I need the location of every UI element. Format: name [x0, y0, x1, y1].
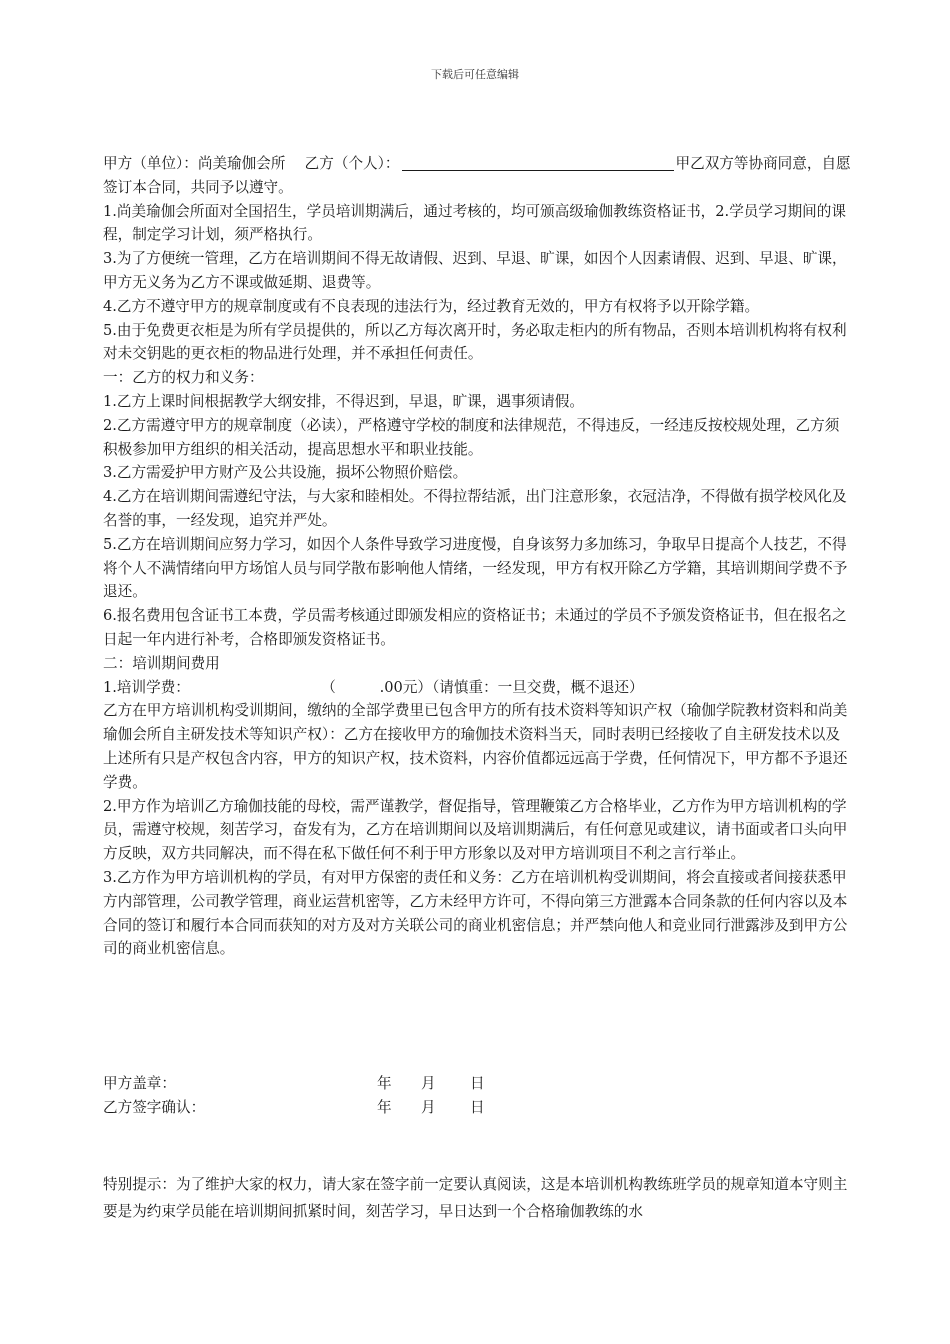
clause: 6.报名费用包含证书工本费，学员需考核通过即颁发相应的资格证书；未通过的学员不予颁发资格证书，但在报名之日起一年内进行补考，合格即颁发资格证书。 — [103, 607, 847, 648]
clause: 1.乙方上课时间根据教学大纲安排，不得迟到，早退，旷课，遇事须请假。 — [103, 392, 584, 410]
contract-intro — [103, 152, 851, 200]
clause: 4.乙方在培训期间需遵纪守法，与大家和睦相处。不得拉帮结派，出门注意形象，衣冠洁净，不得做有损学校风化及名誉的事，一经发现，追究并严处。 — [103, 488, 847, 529]
section-heading: 二：培训期间费用 — [103, 654, 220, 672]
notice-text: 特别提示：为了维护大家的权力，请大家在签字前一定要认真阅读，这是本培训机构教练班学员的规章知道本守则主要是为约束学员能在培训期间抓紧时间，刻苦学习，早日达到一个合格瑜伽教练的水 — [103, 1176, 848, 1220]
year-label: 年 — [377, 1075, 392, 1092]
intro-tail: 甲乙双方等协商同意，自愿签订本合同，共同予以遵守。 — [103, 155, 851, 196]
day-label: 日 — [470, 1099, 485, 1116]
month-label: 月 — [421, 1099, 436, 1116]
year-label: 年 — [377, 1099, 392, 1116]
clause: 3.乙方需爱护甲方财产及公共设施，损坏公物照价赔偿。 — [103, 464, 468, 482]
party-b-label: 乙方（个人）： — [304, 155, 400, 172]
clause: 5.由于免费更衣柜是为所有学员提供的，所以乙方每次离开时，务必取走柜内的所有物品，否则本培训机构将有权利对未交钥匙的更衣柜的物品进行处理，并不承担任何责任。 — [103, 321, 847, 363]
clause: 5.乙方在培训期间应努力学习，如因个人条件导致学习进度慢，自身该努力多加练习，争取早日提高个人技艺，不得将个人不满情绪向甲方场馆人员与同学散布影响他人情绪，一经发现，甲方有权开除乙方学籍，其培训期间学费不予退还。 — [103, 535, 848, 601]
section-heading: 一：乙方的权力和义务： — [103, 369, 264, 387]
clause: 2.乙方需遵守甲方的规章制度（必读），严格遵守学校的制度和法律规范，不得违反，一经违反按校规处理，乙方须积极参加甲方组织的相关活动，提高思想水平和职业技能。 — [103, 416, 840, 458]
signature-label: 甲方盖章： — [103, 1075, 176, 1092]
party-a-label: 甲方（单位）：尚美瑜伽会所 — [103, 155, 286, 172]
clause: 1.尚美瑜伽会所面对全国招生，学员培训期满后，通过考核的，均可颁高级瑜伽教练资格证书，2.学员学习期间的课程，制定学习计划，须严格执行。 — [103, 202, 846, 244]
special-notice — [103, 1171, 851, 1225]
fee-line: 1.培训学费： （ .00元）（请慎重：一旦交费，概不退还） — [103, 678, 644, 696]
month-label: 月 — [421, 1075, 436, 1092]
clause: 2.甲方作为培训乙方瑜伽技能的母校，需严谨教学，督促指导，管理鞭策乙方合格毕业，乙方作为甲方培训机构的学员，需遵守校规，刻苦学习，奋发有为，乙方在培训期间以及培训期满后，有任何意见或建议，请书面或者口头向甲方反映，双方共同解决，而不得在私下做任何不利于甲方形象以及对甲方培训项目不利之言行举止。 — [103, 797, 848, 863]
signature-label: 乙方签字确认： — [103, 1099, 206, 1116]
clause: 4.乙方不遵守甲方的规章制度或有不良表现的违法行为，经过教育无效的，甲方有权将予以开除学籍。 — [103, 297, 760, 315]
clause: 乙方在甲方培训机构受训期间，缴纳的全部学费里已包含甲方的所有技术资料等知识产权（瑜伽学院教材资料和尚美瑜伽会所自主研发技术等知识产权）：乙方在接收甲方的瑜伽技术资料当天，同时表明已经接收了自主研发技术以及上述所有只是产权包含内容，甲方的知识产权，技术资料，内容价值都远远高于学费，任何情况下，甲方都不予退还学费。 — [103, 702, 848, 791]
page-header: 下载后可任意编辑 — [431, 68, 519, 81]
day-label: 日 — [470, 1075, 485, 1092]
clause: 3.为了方便统一管理，乙方在培训期间不得无故请假、迟到、早退、旷课，如因个人因素请假、迟到、早退、旷课，甲方无义务为乙方不课或做延期、退费等。 — [103, 250, 847, 291]
contract-body — [103, 152, 851, 961]
clause: 3.乙方作为甲方培训机构的学员，有对甲方保密的责任和义务：乙方在培训机构受训期间，将会直接或者间接获悉甲方内部管理，公司教学管理，商业运营机密等，乙方未经甲方许可，不得向第三方泄露本合同条款的任何内容以及本合同的签订和履行本合同而获知的对方及对方关联公司的商业机密信息；并严禁向他人和竞业同行泄露涉及到甲方公司的商业机密信息。 — [103, 868, 848, 958]
party-b-name-blank[interactable] — [402, 154, 674, 171]
